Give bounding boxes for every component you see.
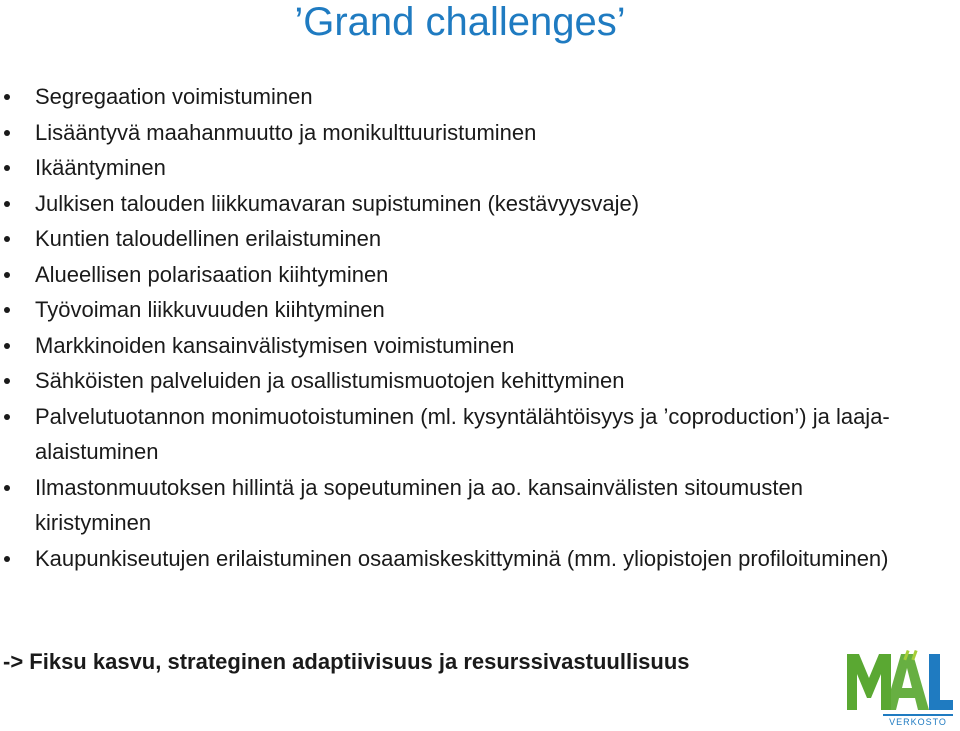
list-item-text: Palvelutuotannon monimuotoistuminen (ml. kysyntälähtöisyys ja ’coproduction’) ja laaja-alaistuminen	[35, 403, 890, 464]
list-item	[0, 115, 900, 151]
list-item-text: Segregaation voimistuminen	[35, 84, 313, 109]
list-item-text: Ilmastonmuutoksen hillintä ja sopeutuminen ja ao. kansainvälisten sitoumusten kiristyminen	[35, 474, 803, 535]
list-item	[0, 470, 900, 541]
bullet-icon	[4, 414, 10, 420]
list-item-text: Kaupunkiseutujen erilaistuminen osaamiskeskittyminä (mm. yliopistojen profiloituminen)	[35, 545, 889, 571]
list-item-text: Työvoiman liikkuvuuden kiihtyminen	[35, 297, 385, 322]
slide-title: ’Grand challenges’	[294, 0, 626, 44]
list-item-text: Sähköisten palveluiden ja osallistumismuotojen kehittyminen	[35, 368, 625, 393]
bullet-icon	[4, 165, 10, 171]
list-item-text: Lisääntyvä maahanmuutto ja monikulttuuristuminen	[35, 119, 537, 145]
list-item	[0, 186, 900, 222]
bullet-icon	[4, 272, 10, 278]
list-item	[0, 399, 900, 470]
mal-verkosto-logo	[843, 648, 955, 728]
list-item	[0, 328, 900, 364]
bullet-icon	[4, 94, 10, 100]
conclusion-text: -> Fiksu kasvu, strateginen adaptiivisuus ja resurssivastuullisuus	[3, 649, 690, 674]
list-item	[0, 79, 900, 115]
bullet-icon	[4, 130, 10, 136]
bullet-icon	[4, 378, 10, 384]
challenge-list	[0, 79, 900, 576]
bullet-icon	[4, 236, 10, 242]
list-item	[0, 150, 900, 186]
logo-letter-m	[847, 654, 891, 710]
list-item-text: Alueellisen polarisaation kiihtyminen	[35, 261, 389, 287]
list-item-text: Markkinoiden kansainvälistymisen voimistuminen	[35, 332, 515, 358]
bullet-icon	[4, 343, 10, 349]
bullet-icon	[4, 556, 10, 562]
bullet-icon	[4, 201, 10, 207]
list-item-text: Julkisen talouden liikkumavaran supistuminen (kestävyysvaje)	[35, 190, 640, 216]
list-item	[0, 257, 900, 293]
list-item-text: Kuntien taloudellinen erilaistuminen	[35, 226, 382, 251]
list-item-text: Ikääntyminen	[35, 155, 166, 180]
bullet-icon	[4, 485, 10, 491]
list-item	[0, 292, 900, 328]
logo-letter-l	[929, 654, 953, 710]
list-item	[0, 221, 900, 257]
list-item	[0, 363, 900, 399]
bullet-icon	[4, 307, 10, 313]
list-item	[0, 541, 900, 577]
logo-subtitle: VERKOSTO	[889, 717, 947, 727]
